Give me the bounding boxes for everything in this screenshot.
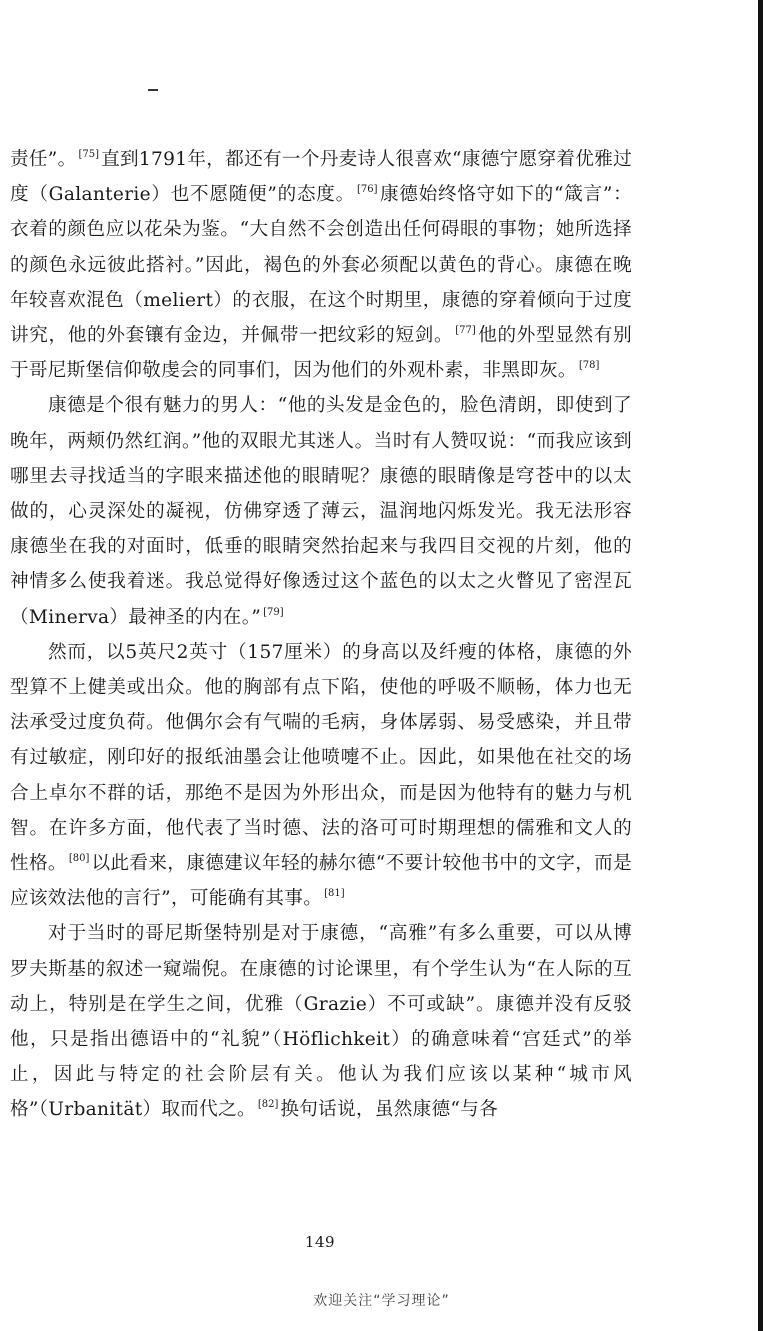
body-text xyxy=(10,142,632,1128)
paragraph xyxy=(10,635,632,917)
footnote-marker: [79] xyxy=(263,606,284,618)
footnote-marker: [81] xyxy=(324,888,345,900)
text-run: 对于当时的哥尼斯堡特别是对于康德，“高雅”有多么重要，可以从博罗夫斯基的叙述一窥端倪。在康德的讨论课里，有个学生认为“在人际的互动上，特别是在学生之间，优雅（Grazie）不可或缺”。康德并没有反驳他，只是指出德语中的“礼貌”（Höflichkeit）的确意味着“宫廷式”的举止，因此与特定的社会阶层有关。他认为我们应该以某种“城市风格”（Urbanität）取而代之。 xyxy=(10,923,632,1121)
page-number: 149 xyxy=(304,1233,336,1251)
paragraph xyxy=(10,916,632,1127)
footnote-marker: [80] xyxy=(68,853,90,865)
footnote-marker: [82] xyxy=(257,1099,279,1111)
text-run: 责任”。 xyxy=(10,149,77,170)
text-run: 康德始终恪守如下的“箴言”：衣着的颜色应以花朵为鉴。“大自然不会创造出任何碍眼的事物；她所选择的颜色永远彼此搭衬。”因此，褐色的外套必须配以黄色的背心。康德在晚年较喜欢混色（meliert）的衣服，在这个时期里，康德的穿着倾向于过度讲究，他的外套镶有金边，并佩带一把纹彩的短剑。 xyxy=(10,184,633,347)
footnote-marker: [75] xyxy=(78,149,100,160)
text-run: 他的外型显然有别于哥尼斯堡信仰敬虔会的同事们，因为他们的外观朴素，非黑即灰。 xyxy=(10,325,632,382)
text-run: 然而，以5英尺2英寸（157厘米）的身高以及纤瘦的体格，康德的外型算不上健美或出众。他的胸部有点下陷，使他的呼吸不顺畅，体力也无法承受过度负荷。他偶尔会有气喘的毛病，身体孱弱、易受感染，并且带有过敏症，刚印好的报纸油墨会让他喷嚏不止。因此，如果他在社交的场合上卓尔不群的话，那绝不是因为外形出众，而是因为他特有的魅力与机智。在许多方面，他代表了当时德、法的洛可可时期理想的儒雅和文人的性格。 xyxy=(10,641,632,875)
footnote-marker: [78] xyxy=(578,360,600,372)
scan-mark xyxy=(148,89,158,91)
paragraph xyxy=(10,142,632,388)
text-run: 康德是个很有魅力的男人：“他的头发是金色的，脸色清朗，即使到了晚年，两颊仍然红润。”他的双眼尤其迷人。当时有人赞叹说：“而我应该到哪里去寻找适当的字眼来描述他的眼睛呢？康德的眼睛像是穹苍中的以太做的，心灵深处的凝视，仿佛穿透了薄云，温润地闪烁发光。我无法形容康德坐在我的对面时，低垂的眼睛突然抬起来与我四目交视的片刻，他的神情多么使我着迷。我总觉得好像透过这个蓝色的以太之火瞥见了密涅瓦（Minerva）最神圣的内在。” xyxy=(10,395,632,628)
text-run: 直到1791年，都还有一个丹麦诗人很喜欢“康德宁愿穿着优雅过度（Galanterie）也不愿随便”的态度。 xyxy=(10,149,632,206)
page-edge xyxy=(758,0,763,1331)
paragraph xyxy=(10,388,632,634)
footnote-marker: [77] xyxy=(455,325,476,337)
text-run: 换句话说，虽然康德“与各 xyxy=(280,1099,499,1121)
text-run: 以此看来，康德建议年轻的赫尔德“不要计较他书中的文字，而是应该效法他的言行”，可能确有其事。 xyxy=(10,853,632,910)
footnote-marker: [76] xyxy=(356,184,378,196)
footer-note: 欢迎关注“学习理论” xyxy=(313,1293,450,1309)
